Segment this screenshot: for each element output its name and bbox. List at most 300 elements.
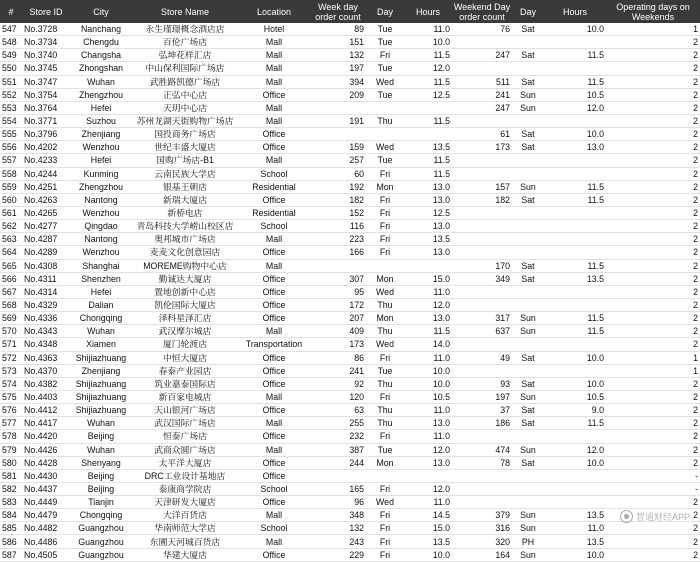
cell-store-id: No.4426 <box>22 443 70 456</box>
cell-weekday-hours: 11.0 <box>404 351 452 364</box>
cell-city: Beijing <box>70 469 132 482</box>
cell-store-id: No.4336 <box>22 312 70 325</box>
cell-weekend-day: Sat <box>512 404 544 417</box>
cell-weekday-hours: 13.5 <box>404 535 452 548</box>
cell-weekday-day: Fri <box>366 535 404 548</box>
cell-location: School <box>238 167 310 180</box>
cell-operating-days: 2 <box>606 285 700 298</box>
cell-location: Hotel <box>238 23 310 36</box>
cell-index: 565 <box>0 259 22 272</box>
cell-weekday-day: Fri <box>366 167 404 180</box>
cell-weekday-hours: 11.0 <box>404 404 452 417</box>
cell-weekday-count: 159 <box>310 141 366 154</box>
cell-index: 577 <box>0 417 22 430</box>
cell-operating-days: 2 <box>606 535 700 548</box>
cell-weekend-count: 320 <box>452 535 512 548</box>
cell-weekend-count: 76 <box>452 23 512 36</box>
cell-weekend-count: 247 <box>452 49 512 62</box>
cell-store-name: 苏州龙湖天街购物广场店 <box>132 114 238 127</box>
cell-weekend-count: 316 <box>452 522 512 535</box>
cell-city: Shijiazhuang <box>70 377 132 390</box>
cell-store-name: 天津研发大厦店 <box>132 496 238 509</box>
cell-weekend-day: Sat <box>512 377 544 390</box>
cell-weekend-hours: 13.5 <box>544 535 606 548</box>
table-row <box>0 522 700 535</box>
cell-store-name: 勤诚达大厦店 <box>132 272 238 285</box>
cell-weekend-count: 247 <box>452 101 512 114</box>
cell-location: Mall <box>238 443 310 456</box>
cell-city: Hefei <box>70 101 132 114</box>
cell-weekday-count: 348 <box>310 509 366 522</box>
cell-city: Beijing <box>70 430 132 443</box>
table-row <box>0 220 700 233</box>
cell-store-id: No.4430 <box>22 469 70 482</box>
cell-operating-days: 2 <box>606 141 700 154</box>
cell-weekend-count <box>452 469 512 482</box>
cell-store-name: 麦麦文化创意园店 <box>132 246 238 259</box>
cell-weekend-day <box>512 496 544 509</box>
cell-store-id: No.4202 <box>22 141 70 154</box>
cell-weekend-hours: 10.5 <box>544 88 606 101</box>
cell-operating-days: 1 <box>606 351 700 364</box>
cell-weekend-count <box>452 233 512 246</box>
cell-weekend-day <box>512 482 544 495</box>
cell-location: Mall <box>238 535 310 548</box>
cell-city: Shijiazhuang <box>70 390 132 403</box>
cell-weekend-count: 93 <box>452 377 512 390</box>
cell-store-id: No.3764 <box>22 101 70 114</box>
cell-weekend-day: Sat <box>512 128 544 141</box>
cell-weekday-count: 166 <box>310 246 366 259</box>
cell-city: Zhengzhou <box>70 88 132 101</box>
cell-index: 583 <box>0 496 22 509</box>
cell-store-name: 中山保利国际广场店 <box>132 62 238 75</box>
cell-location: Mall <box>238 259 310 272</box>
cell-store-name: 华建大厦店 <box>132 548 238 561</box>
cell-location: Office <box>238 128 310 141</box>
cell-weekday-day: Tue <box>366 364 404 377</box>
cell-operating-days: 2 <box>606 246 700 259</box>
cell-location: Transportation <box>238 338 310 351</box>
cell-weekday-hours: 13.0 <box>404 456 452 469</box>
cell-weekday-hours: 14.5 <box>404 509 452 522</box>
cell-weekend-hours: 10.0 <box>544 128 606 141</box>
cell-weekday-count: 229 <box>310 548 366 561</box>
cell-weekday-count: 151 <box>310 36 366 49</box>
table-row <box>0 141 700 154</box>
cell-store-id: No.4348 <box>22 338 70 351</box>
cell-index: 560 <box>0 193 22 206</box>
table-row <box>0 154 700 167</box>
cell-weekday-day: Tue <box>366 62 404 75</box>
table-row <box>0 338 700 351</box>
table-row <box>0 88 700 101</box>
cell-weekday-day: Fri <box>366 246 404 259</box>
cell-weekday-hours: 12.0 <box>404 298 452 311</box>
cell-location: Mall <box>238 36 310 49</box>
cell-city: Shanghai <box>70 259 132 272</box>
table-row <box>0 36 700 49</box>
cell-city: Kunming <box>70 167 132 180</box>
table-row <box>0 272 700 285</box>
cell-operating-days: 2 <box>606 75 700 88</box>
cell-index: 567 <box>0 285 22 298</box>
cell-weekend-hours <box>544 167 606 180</box>
cell-weekday-hours: 13.5 <box>404 141 452 154</box>
cell-weekend-count <box>452 430 512 443</box>
cell-city: Chengdu <box>70 36 132 49</box>
cell-weekend-count <box>452 36 512 49</box>
cell-location: Office <box>238 469 310 482</box>
cell-operating-days: 2 <box>606 220 700 233</box>
cell-weekday-count: 244 <box>310 456 366 469</box>
table-body <box>0 23 700 561</box>
cell-weekday-day: Tue <box>366 154 404 167</box>
cell-operating-days: - <box>606 482 700 495</box>
cell-weekday-day: Tue <box>366 23 404 36</box>
cell-weekend-day <box>512 430 544 443</box>
cell-weekend-day <box>512 206 544 219</box>
cell-location: School <box>238 220 310 233</box>
cell-store-id: No.4505 <box>22 548 70 561</box>
cell-weekday-hours <box>404 469 452 482</box>
cell-weekend-day <box>512 285 544 298</box>
cell-store-name: 新百家电城店 <box>132 390 238 403</box>
cell-store-name: 国投商务广场店 <box>132 128 238 141</box>
table-row <box>0 233 700 246</box>
cell-index: 575 <box>0 390 22 403</box>
col-header-weekend-count: Weekend Day order count <box>453 1 511 22</box>
cell-weekday-day: Tue <box>366 88 404 101</box>
cell-operating-days: 2 <box>606 49 700 62</box>
cell-city: Wuhan <box>70 75 132 88</box>
col-header-weekend-day: Day <box>512 0 544 23</box>
cell-city: Dalian <box>70 298 132 311</box>
cell-operating-days: 2 <box>606 496 700 509</box>
cell-store-name: DRC工业设计基地店 <box>132 469 238 482</box>
cell-weekday-count: 191 <box>310 114 366 127</box>
cell-location: Office <box>238 88 310 101</box>
cell-location: Mall <box>238 114 310 127</box>
cell-weekday-hours: 15.0 <box>404 522 452 535</box>
cell-index: 550 <box>0 62 22 75</box>
cell-weekday-day: Mon <box>366 180 404 193</box>
cell-weekend-day: Sat <box>512 351 544 364</box>
cell-weekday-hours: 13.0 <box>404 417 452 430</box>
table-row <box>0 246 700 259</box>
cell-index: 552 <box>0 88 22 101</box>
cell-store-id: No.4329 <box>22 298 70 311</box>
cell-weekend-count <box>452 62 512 75</box>
cell-store-name: 太平洋大厦店 <box>132 456 238 469</box>
cell-store-name: 银基王朝店 <box>132 180 238 193</box>
cell-index: 547 <box>0 23 22 36</box>
cell-weekend-count <box>452 167 512 180</box>
cell-store-name: 武汉国际广场店 <box>132 417 238 430</box>
cell-weekend-hours <box>544 206 606 219</box>
cell-city: Zhengzhou <box>70 180 132 193</box>
cell-index: 559 <box>0 180 22 193</box>
cell-store-id: No.4363 <box>22 351 70 364</box>
watermark-text: 智通财经APP <box>635 512 690 522</box>
cell-weekend-day <box>512 246 544 259</box>
cell-store-id: No.4265 <box>22 206 70 219</box>
cell-weekday-count: 255 <box>310 417 366 430</box>
cell-index: 557 <box>0 154 22 167</box>
cell-weekday-count: 63 <box>310 404 366 417</box>
cell-weekend-day <box>512 154 544 167</box>
col-header-store-name: Store Name <box>132 0 238 23</box>
cell-operating-days: 2 <box>606 417 700 430</box>
cell-weekend-count: 349 <box>452 272 512 285</box>
cell-operating-days: - <box>606 469 700 482</box>
cell-store-id: No.4437 <box>22 482 70 495</box>
cell-store-name: 国购广场店-B1 <box>132 154 238 167</box>
cell-store-id: No.4287 <box>22 233 70 246</box>
cell-weekday-hours: 13.0 <box>404 193 452 206</box>
cell-store-name: 武商众圆广场店 <box>132 443 238 456</box>
cell-operating-days: 2 <box>606 206 700 219</box>
cell-location: Office <box>238 272 310 285</box>
cell-weekend-hours: 11.5 <box>544 75 606 88</box>
cell-store-name: 大洋百货店 <box>132 509 238 522</box>
cell-store-id: No.4308 <box>22 259 70 272</box>
cell-operating-days: 2 <box>606 404 700 417</box>
cell-operating-days: 2 <box>606 548 700 561</box>
cell-weekend-hours <box>544 496 606 509</box>
cell-index: 576 <box>0 404 22 417</box>
cell-weekday-count: 387 <box>310 443 366 456</box>
cell-weekday-count: 207 <box>310 312 366 325</box>
cell-location: Residential <box>238 180 310 193</box>
cell-index: 582 <box>0 482 22 495</box>
cell-store-id: No.4479 <box>22 509 70 522</box>
cell-index: 587 <box>0 548 22 561</box>
cell-operating-days: 2 <box>606 522 700 535</box>
cell-weekday-day: Fri <box>366 509 404 522</box>
cell-weekend-hours: 9.0 <box>544 404 606 417</box>
cell-store-id: No.4449 <box>22 496 70 509</box>
cell-store-name: 云南民族大学店 <box>132 167 238 180</box>
table-row <box>0 443 700 456</box>
cell-weekend-day <box>512 233 544 246</box>
cell-index: 548 <box>0 36 22 49</box>
cell-store-id: No.3771 <box>22 114 70 127</box>
cell-location: Mall <box>238 417 310 430</box>
col-header-location: Location <box>238 0 310 23</box>
cell-weekday-day <box>366 259 404 272</box>
cell-weekend-day: Sat <box>512 456 544 469</box>
cell-city: Suzhou <box>70 114 132 127</box>
cell-weekday-day: Fri <box>366 351 404 364</box>
cell-store-id: No.4314 <box>22 285 70 298</box>
table-row <box>0 417 700 430</box>
cell-index: 570 <box>0 325 22 338</box>
cell-weekend-day <box>512 114 544 127</box>
cell-city: Nantong <box>70 233 132 246</box>
cell-weekday-day: Mon <box>366 456 404 469</box>
cell-weekend-day: Sun <box>512 312 544 325</box>
cell-weekday-day: Wed <box>366 285 404 298</box>
cell-operating-days: 2 <box>606 167 700 180</box>
cell-weekday-day: Wed <box>366 496 404 509</box>
cell-weekday-count: 89 <box>310 23 366 36</box>
cell-index: 551 <box>0 75 22 88</box>
table-row <box>0 49 700 62</box>
cell-weekend-hours: 13.0 <box>544 141 606 154</box>
cell-store-id: No.4311 <box>22 272 70 285</box>
cell-weekday-hours: 10.5 <box>404 390 452 403</box>
cell-operating-days: 2 <box>606 114 700 127</box>
cell-store-id: No.4277 <box>22 220 70 233</box>
cell-location: Mall <box>238 154 310 167</box>
cell-weekend-count <box>452 338 512 351</box>
cell-weekend-count <box>452 364 512 377</box>
cell-index: 566 <box>0 272 22 285</box>
cell-weekday-hours: 15.0 <box>404 272 452 285</box>
cell-weekend-hours <box>544 298 606 311</box>
cell-weekend-day: Sun <box>512 325 544 338</box>
cell-weekday-count: 132 <box>310 522 366 535</box>
watermark-logo-icon <box>620 510 633 523</box>
cell-city: Zhenjiang <box>70 128 132 141</box>
cell-operating-days: 1 <box>606 23 700 36</box>
cell-operating-days: 2 <box>606 233 700 246</box>
cell-city: Tianjin <box>70 496 132 509</box>
table-row <box>0 325 700 338</box>
table-row <box>0 101 700 114</box>
cell-weekend-hours: 11.5 <box>544 325 606 338</box>
cell-store-id: No.3796 <box>22 128 70 141</box>
cell-city: Chongqing <box>70 312 132 325</box>
cell-weekend-day <box>512 298 544 311</box>
cell-location: Mall <box>238 49 310 62</box>
cell-index: 554 <box>0 114 22 127</box>
cell-weekday-count: 307 <box>310 272 366 285</box>
cell-weekday-day: Thu <box>366 298 404 311</box>
cell-store-name: 恒泰广场店 <box>132 430 238 443</box>
cell-operating-days: 2 <box>606 430 700 443</box>
cell-store-id: No.4263 <box>22 193 70 206</box>
cell-weekday-count: 116 <box>310 220 366 233</box>
table-row <box>0 548 700 561</box>
table-row <box>0 390 700 403</box>
cell-store-name: 武胜路凯德广场店 <box>132 75 238 88</box>
cell-index: 563 <box>0 233 22 246</box>
cell-location: Mall <box>238 75 310 88</box>
cell-weekend-day: Sat <box>512 49 544 62</box>
cell-city: Zhenjiang <box>70 364 132 377</box>
cell-store-id: No.4403 <box>22 390 70 403</box>
cell-city: Guangzhou <box>70 548 132 561</box>
table-row <box>0 23 700 36</box>
cell-weekday-day: Wed <box>366 141 404 154</box>
cell-weekend-hours: 10.0 <box>544 456 606 469</box>
cell-weekend-count: 197 <box>452 390 512 403</box>
cell-weekday-hours: 11.0 <box>404 285 452 298</box>
cell-location: School <box>238 482 310 495</box>
cell-store-id: No.4382 <box>22 377 70 390</box>
cell-weekend-count: 164 <box>452 548 512 561</box>
cell-store-id: No.4417 <box>22 417 70 430</box>
table-row <box>0 75 700 88</box>
cell-store-name: 凯伦国际大厦店 <box>132 298 238 311</box>
cell-weekend-hours <box>544 285 606 298</box>
cell-store-id: No.3754 <box>22 88 70 101</box>
cell-weekend-count: 170 <box>452 259 512 272</box>
cell-index: 549 <box>0 49 22 62</box>
cell-index: 562 <box>0 220 22 233</box>
cell-store-id: No.4244 <box>22 167 70 180</box>
cell-operating-days: 2 <box>606 36 700 49</box>
cell-city: Wenzhou <box>70 246 132 259</box>
cell-weekday-hours: 14.0 <box>404 338 452 351</box>
cell-weekend-count: 474 <box>452 443 512 456</box>
table-row <box>0 377 700 390</box>
cell-city: Shenyang <box>70 456 132 469</box>
col-header-weekday-count: Week day order count <box>310 0 366 23</box>
cell-store-id: No.3745 <box>22 62 70 75</box>
cell-weekend-hours: 11.5 <box>544 193 606 206</box>
cell-index: 558 <box>0 167 22 180</box>
cell-weekday-day: Wed <box>366 338 404 351</box>
cell-operating-days: 2 <box>606 325 700 338</box>
cell-weekday-hours: 11.0 <box>404 496 452 509</box>
cell-weekday-count: 197 <box>310 62 366 75</box>
cell-location: Mall <box>238 390 310 403</box>
table-row <box>0 496 700 509</box>
cell-weekday-count: 409 <box>310 325 366 338</box>
cell-weekday-count <box>310 469 366 482</box>
cell-weekend-day: Sat <box>512 23 544 36</box>
cell-weekend-hours: 10.0 <box>544 548 606 561</box>
cell-store-id: No.3728 <box>22 23 70 36</box>
cell-weekday-hours: 13.0 <box>404 246 452 259</box>
cell-index: 585 <box>0 522 22 535</box>
cell-location: Office <box>238 496 310 509</box>
cell-location: Office <box>238 404 310 417</box>
cell-weekend-hours: 11.5 <box>544 312 606 325</box>
cell-store-id: No.4289 <box>22 246 70 259</box>
cell-weekend-count: 173 <box>452 141 512 154</box>
cell-weekday-day: Fri <box>366 482 404 495</box>
cell-weekend-hours <box>544 338 606 351</box>
cell-location: Office <box>238 456 310 469</box>
cell-city: Wuhan <box>70 325 132 338</box>
cell-operating-days: 2 <box>606 338 700 351</box>
cell-store-name: 弘坤花样汇店 <box>132 49 238 62</box>
cell-weekday-count: 394 <box>310 75 366 88</box>
cell-location: Mall <box>238 62 310 75</box>
cell-weekday-day <box>366 469 404 482</box>
cell-weekend-count: 37 <box>452 404 512 417</box>
cell-weekend-day: Sat <box>512 141 544 154</box>
table-row <box>0 364 700 377</box>
cell-weekday-hours: 11.5 <box>404 325 452 338</box>
cell-weekday-count: 96 <box>310 496 366 509</box>
table-header <box>0 0 700 23</box>
cell-operating-days: 2 <box>606 509 700 522</box>
cell-weekend-day: Sun <box>512 443 544 456</box>
cell-store-name: 武汉摩尔城店 <box>132 325 238 338</box>
cell-city: Wenzhou <box>70 206 132 219</box>
cell-weekday-day: Wed <box>366 75 404 88</box>
cell-weekend-hours <box>544 220 606 233</box>
cell-weekday-day: Fri <box>366 220 404 233</box>
cell-store-name: 百伦广场店 <box>132 36 238 49</box>
cell-store-name: 天玥中心店 <box>132 101 238 114</box>
cell-weekday-count: 165 <box>310 482 366 495</box>
